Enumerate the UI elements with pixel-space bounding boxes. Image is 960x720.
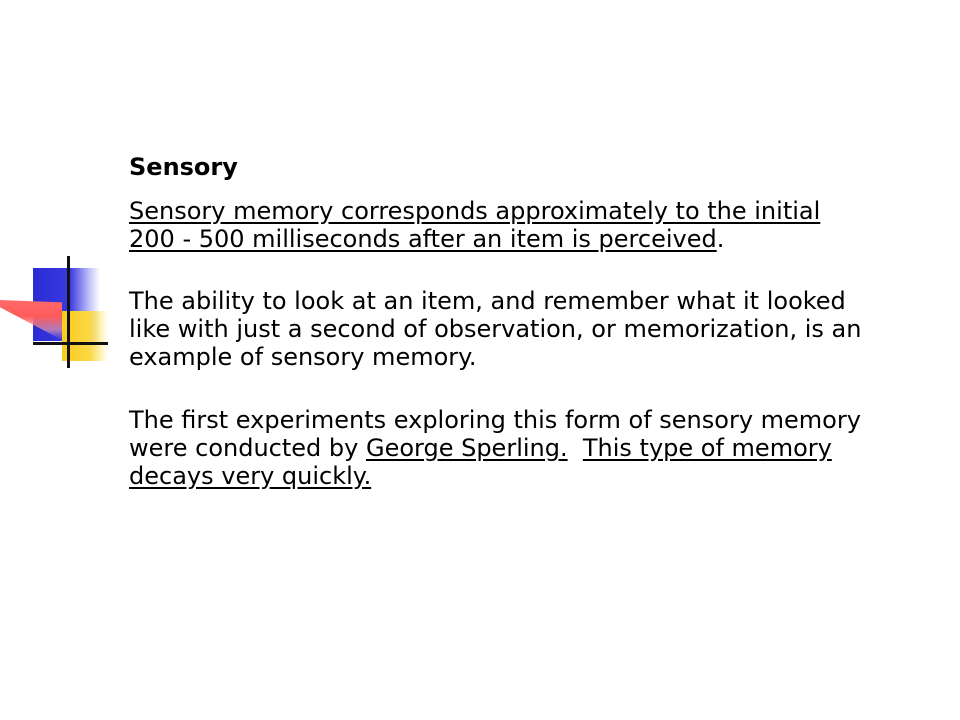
decoration-horizontal-line [33, 342, 108, 345]
slide-heading: Sensory [129, 153, 238, 181]
george-sperling-link[interactable]: George Sperling. [365, 434, 568, 462]
paragraph-experiments [129, 406, 869, 490]
slide-decoration [0, 0, 110, 380]
experiments-spacer [568, 434, 583, 462]
decoration-vertical-line [67, 256, 70, 368]
definition-period: . [716, 225, 725, 253]
decay-link[interactable]: This type of memory decays very quickly. [129, 434, 832, 490]
definition-link[interactable]: Sensory memory corresponds approximately to the initial 200 - 500 milliseconds after an item is perceived [129, 197, 821, 253]
slide-body [129, 153, 869, 518]
paragraph-example: The ability to look at an item, and remember what it looked like with just a second of observation, or memorization, is an example of sensory memory. [129, 287, 862, 371]
paragraph-definition [129, 197, 869, 253]
decoration-red-block [0, 300, 62, 340]
experiments-intro: The first experiments exploring this form of sensory memory were conducted by [129, 406, 861, 462]
